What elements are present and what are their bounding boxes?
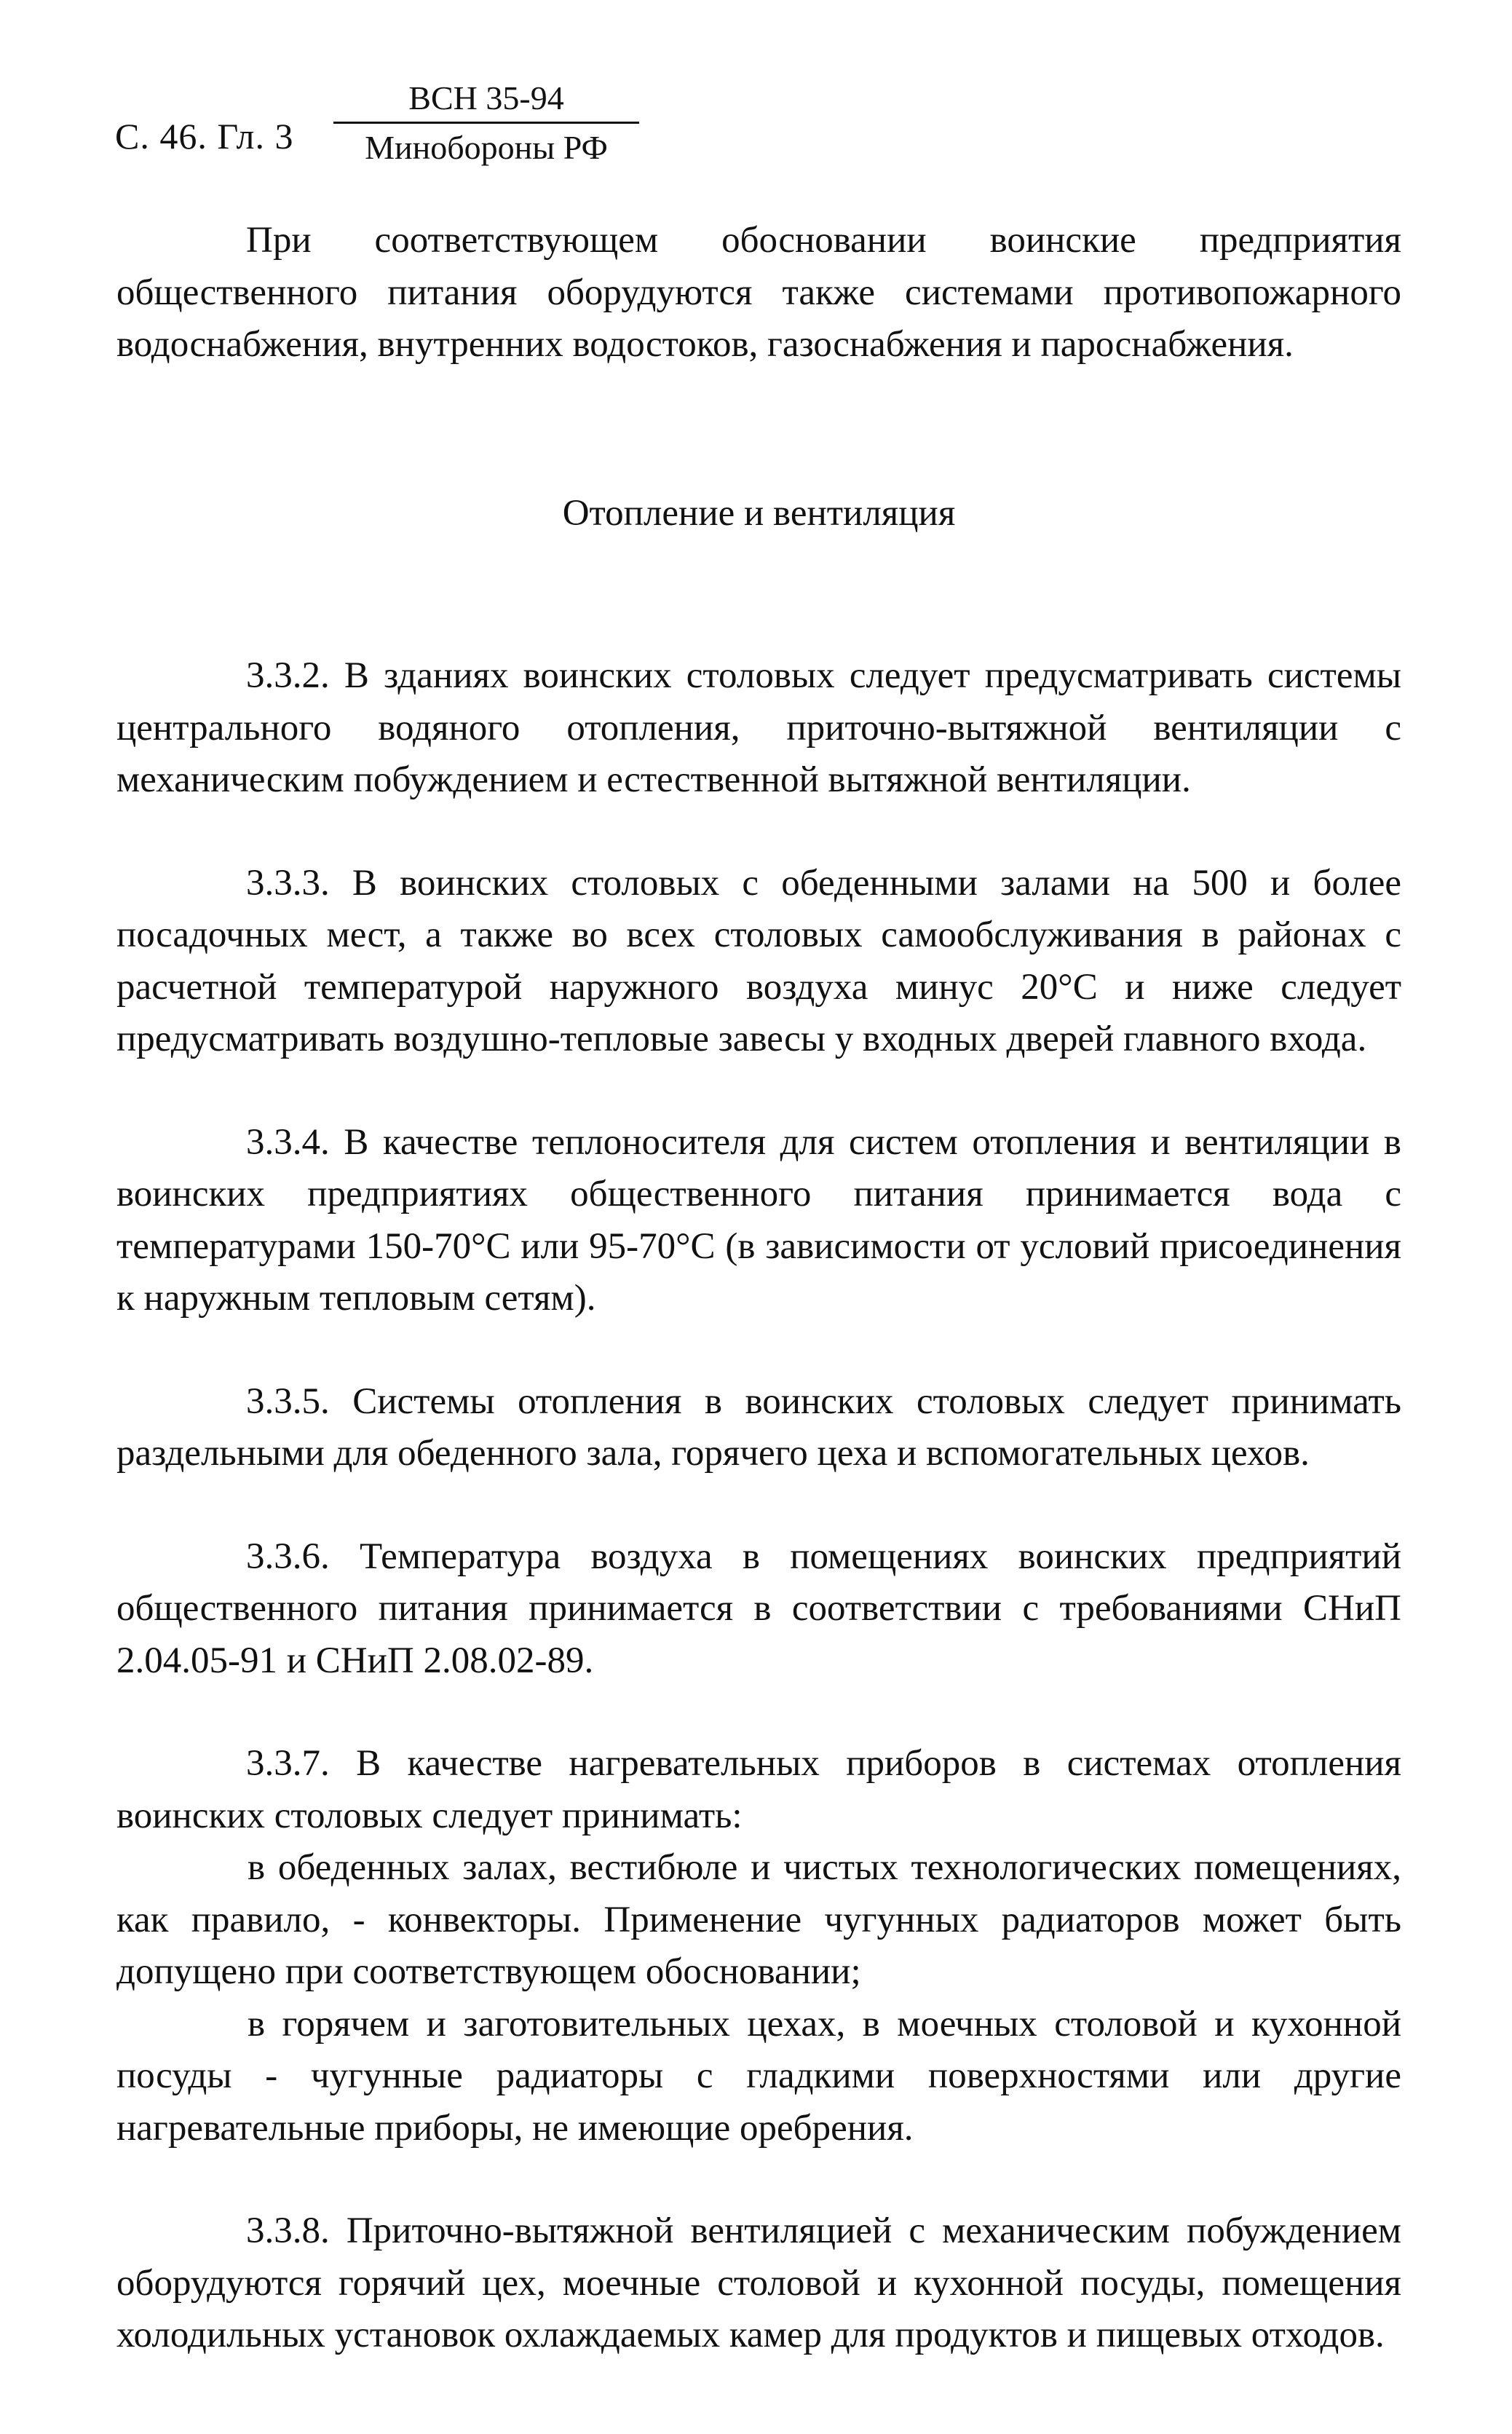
paragraph-3-3-6: 3.3.6. Температура воздуха в помещениях воинских предприятий общественного питания принимается в соответствии с требованиями СНиП 2.04.05-91 и СНиП 2.08.02-89. (116, 1536, 1401, 1681)
paragraph-3-3-7: 3.3.7. В качестве нагревательных приборов в системах отопления воинских столовых следует принимать: (116, 1743, 1401, 1836)
document-code-block (333, 79, 639, 167)
paragraph-3-3-7-item-1: в обеденных залах, вестибюле и чистых технологических помещениях, как правило, - конвекторы. Применение чугунных радиаторов может быть допущено при соответствующем обосновании; (116, 1847, 1401, 1992)
paragraph-3-3-2: 3.3.2. В зданиях воинских столовых следует предусматривать системы центрального водяного отопления, приточно-вытяжной вентиляции с механическим побуждением и естественной вытяжной вентиляции. (116, 655, 1401, 800)
paragraph-3-3-5: 3.3.5. Системы отопления в воинских столовых следует принимать раздельными для обеденного зала, горячего цеха и вспомогательных цехов. (116, 1380, 1401, 1474)
paragraph-3-3-8: 3.3.8. Приточно-вытяжной вентиляцией с механическим побуждением оборудуются горячий цех, моечные столовой и кухонной посуды, помещения холодильных установок охлаждаемых камер для продуктов и пищевых отходов. (116, 2210, 1401, 2355)
document-owner: Минобороны РФ (365, 129, 608, 166)
page-header (115, 79, 770, 181)
page-reference: С. 46. Гл. 3 (115, 116, 294, 157)
paragraph-3-3-7-item-2: в горячем и заготовительных цехах, в моечных столовой и кухонной посуды - чугунные радиаторы с гладкими поверхностями или другие нагревательные приборы, не имеющие оребрения. (116, 2003, 1401, 2149)
paragraph-3-3-4: 3.3.4. В качестве теплоносителя для систем отопления и вентиляции в воинских предприятиях общественного питания принимается вода с температурами 150-70°С или 95-70°С (в зависимости от условий присоединения к наружным тепловым сетям). (116, 1121, 1401, 1319)
document-body (116, 215, 1401, 2362)
document-code: ВСН 35-94 (333, 79, 639, 124)
section-heading: Отопление и вентиляция (562, 492, 956, 534)
intro-paragraph: При соответствующем обосновании воинские предприятия общественного питания оборудуются также системами противопожарного водоснабжения, внутренних водостоков, газоснабжения и пароснабжения. (116, 220, 1401, 365)
paragraph-3-3-3: 3.3.3. В воинских столовых с обеденными залами на 500 и более посадочных мест, а также во всех столовых самообслуживания в районах с расчетной температурой наружного воздуха минус 20°С и ниже следует предусматривать воздушно-тепловые завесы у входных дверей главного входа. (116, 862, 1401, 1059)
